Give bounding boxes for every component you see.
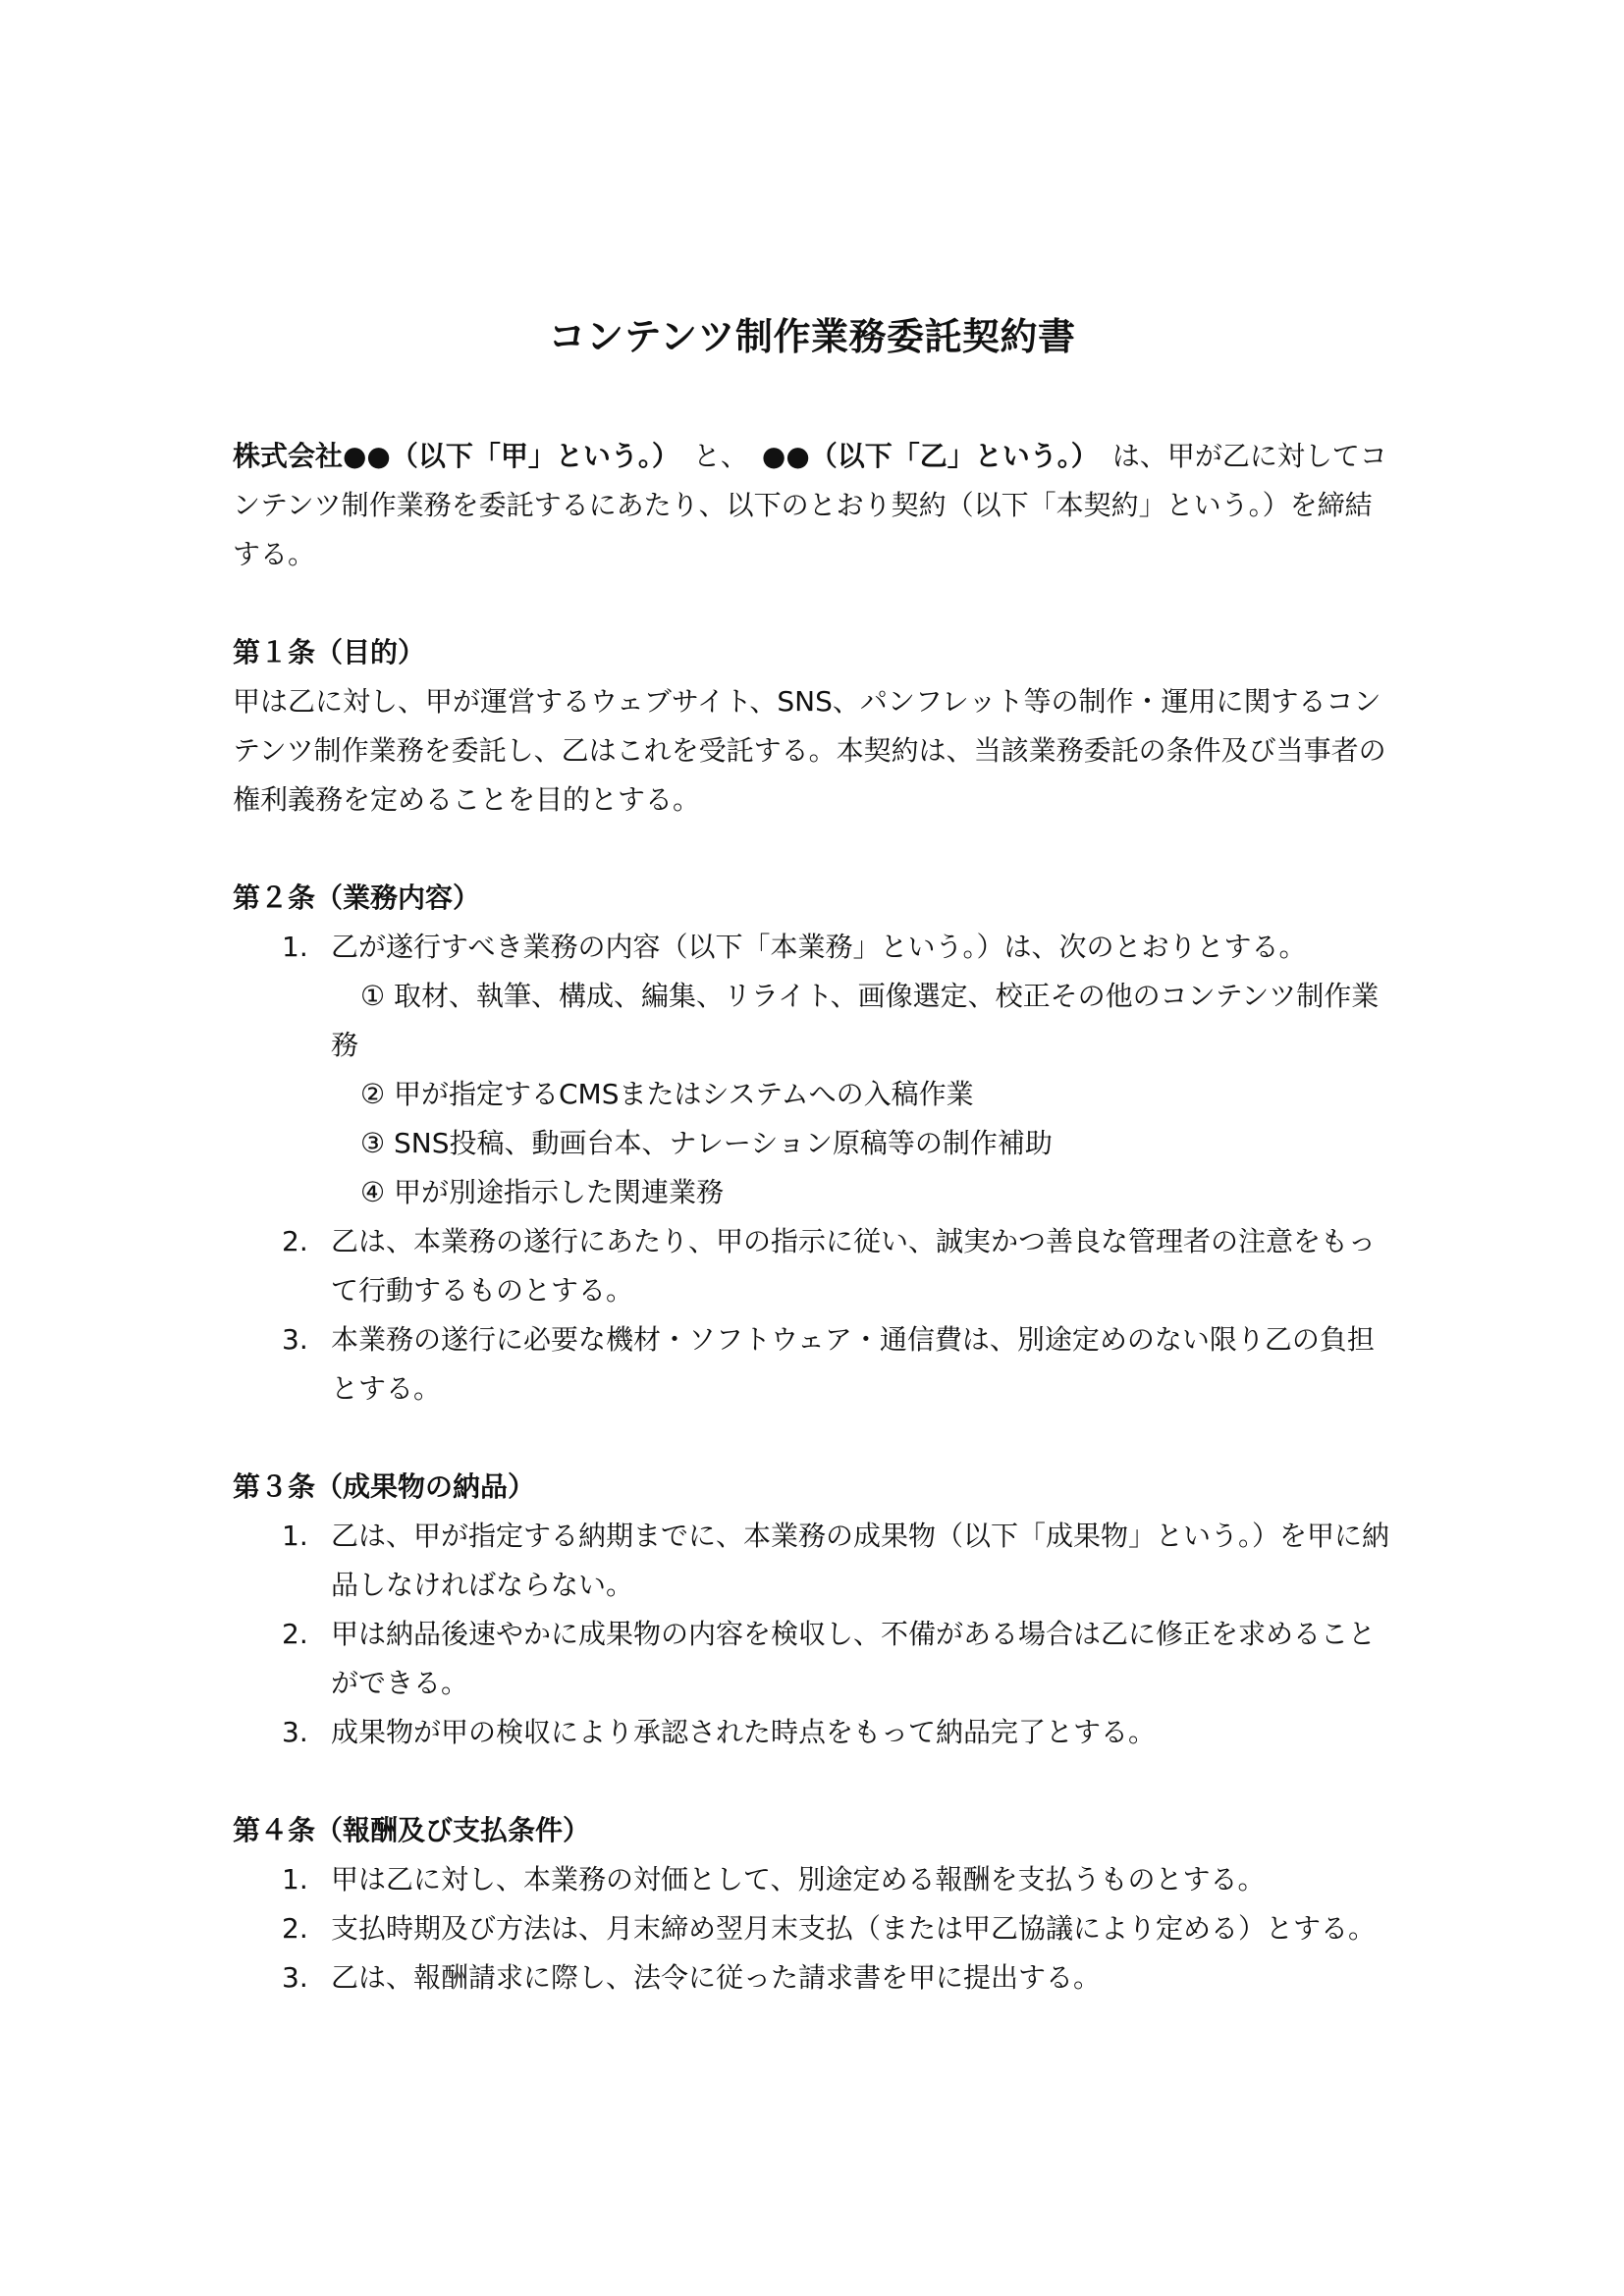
document-title: コンテンツ制作業務委託契約書 (548, 315, 1076, 358)
article-body: 甲は乙に対し、甲が運営するウェブサイト、SNS、パンフレット等の制作・運用に関するコンテンツ制作業務を委託し、乙はこれを受託する。本契約は、当該業務委託の条件及び当事者の権利義務を定めることを目的とする。 (233, 685, 1386, 816)
item-text: 乙が遂行すべき業務の内容（以下「本業務」という。）は、次のとおりとする。 (331, 931, 1307, 963)
item-text: 乙は、本業務の遂行にあたり、甲の指示に従い、誠実かつ善良な管理者の注意をもって行動するものとする。 (331, 1225, 1377, 1307)
item-number: 2. (282, 1618, 308, 1650)
list-item (233, 1512, 1391, 1610)
list-item (233, 1217, 1391, 1315)
article-4 (233, 1806, 1391, 2002)
item-number: 2. (282, 1912, 308, 1945)
item-number: 1. (282, 1520, 308, 1552)
item-number: 3. (282, 1961, 308, 1994)
item-text: 支払時期及び方法は、月末締め翌月末支払（または甲乙協議により定める）とする。 (331, 1912, 1377, 1945)
item-text: 本業務の遂行に必要な機材・ソフトウェア・通信費は、別途定めのない限り乙の負担とする。 (331, 1323, 1375, 1405)
sub-item: ③ SNS投稿、動画台本、ナレーション原稿等の制作補助 (360, 1127, 1053, 1159)
item-text: 甲は乙に対し、本業務の対価として、別途定める報酬を支払うものとする。 (331, 1863, 1266, 1896)
item-text: 成果物が甲の検収により承認された時点をもって納品完了とする。 (331, 1716, 1157, 1748)
item-text: 乙は、甲が指定する納期までに、本業務の成果物（以下「成果物」という。）を甲に納品しなければならない。 (331, 1520, 1390, 1601)
item-text: 乙は、報酬請求に際し、法令に従った請求書を甲に提出する。 (331, 1961, 1102, 1994)
item-number: 2. (282, 1225, 308, 1257)
item-text: 甲は納品後速やかに成果物の内容を検収し、不備がある場合は乙に修正を求めることができる。 (331, 1618, 1377, 1699)
list-item (233, 923, 1391, 1217)
list-item (233, 1315, 1391, 1414)
sub-list (331, 972, 1391, 1217)
article-heading: 第１条（目的） (233, 636, 426, 668)
article-items (233, 1512, 1391, 1757)
article-3 (233, 1463, 1391, 1757)
article-items (233, 923, 1391, 1414)
intro-rest: は、甲が乙に対してコンテンツ制作業務を委託するにあたり、以下のとおり契約（以下「本契約」という。）を締結する。 (233, 440, 1387, 570)
item-number: 1. (282, 1863, 308, 1896)
party-a: 株式会社●●（以下「甲」という。） (233, 440, 666, 472)
intro-paragraph (233, 432, 1391, 579)
list-item (233, 1855, 1391, 1904)
article-2 (233, 874, 1391, 1414)
list-item (233, 1708, 1391, 1757)
item-number: 3. (282, 1323, 308, 1356)
sub-item: ① 取材、執筆、構成、編集、リライト、画像選定、校正その他のコンテンツ制作業務 (331, 980, 1380, 1061)
list-item (233, 1610, 1391, 1708)
item-number: 1. (282, 931, 308, 963)
article-heading: 第２条（業務内容） (233, 881, 481, 914)
article-1 (233, 628, 1391, 825)
article-heading: 第４条（報酬及び支払条件） (233, 1814, 591, 1846)
article-heading: 第３条（成果物の納品） (233, 1470, 536, 1503)
item-number: 3. (282, 1716, 308, 1748)
intro-connector: と、 (692, 440, 734, 472)
article-items (233, 1855, 1391, 2002)
party-b: ●●（以下「乙」という。） (761, 440, 1085, 472)
list-item (233, 1953, 1391, 2002)
sub-item: ② 甲が指定するCMSまたはシステムへの入稿作業 (360, 1078, 974, 1110)
sub-item: ④ 甲が別途指示した関連業務 (360, 1176, 725, 1208)
list-item (233, 1904, 1391, 1953)
